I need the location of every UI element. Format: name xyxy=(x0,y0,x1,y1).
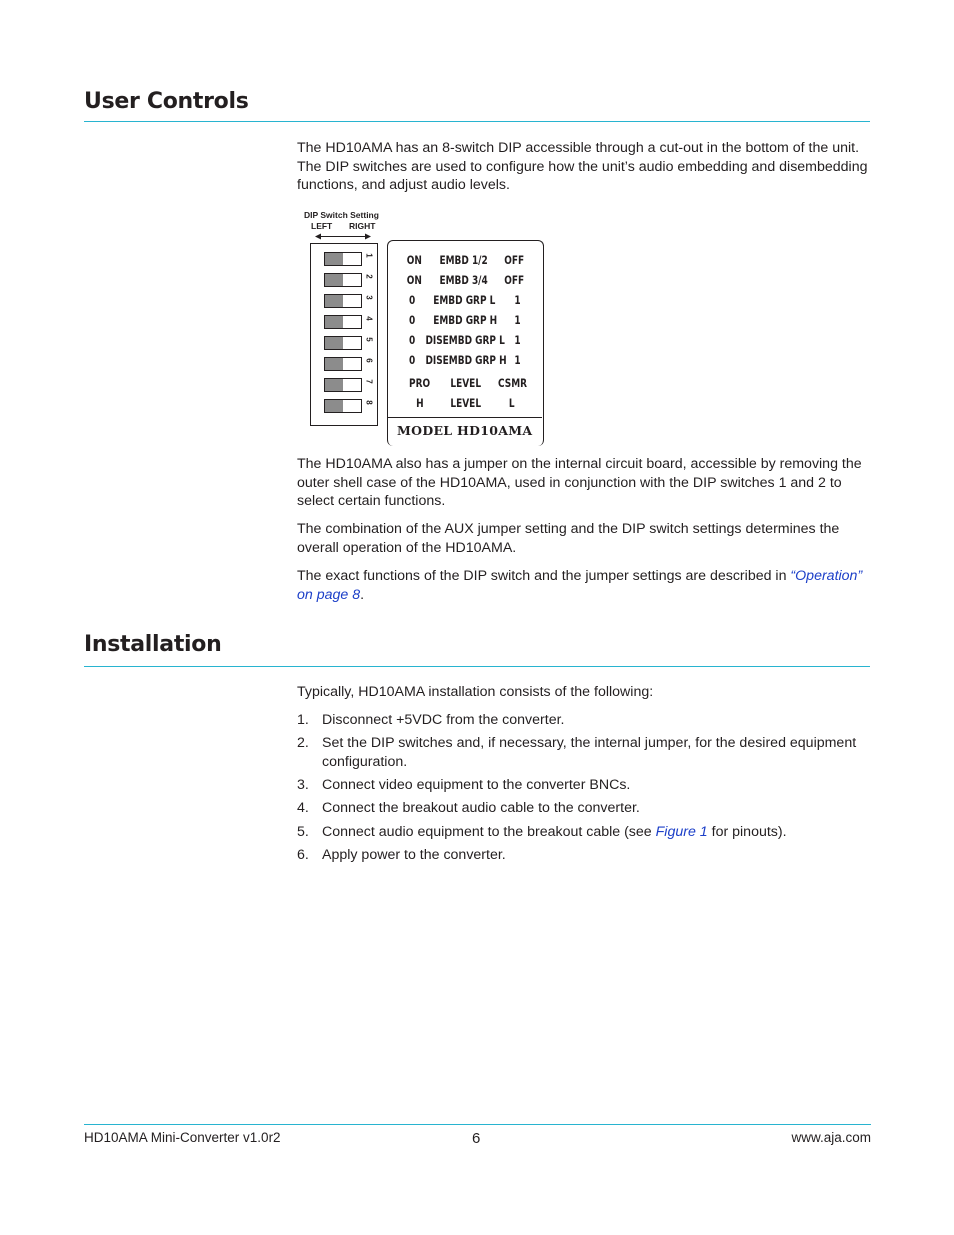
list-item: 4. Connect the breakout audio cable to the converter. xyxy=(297,800,640,817)
switch-number: 6 xyxy=(364,358,374,363)
function-label-panel xyxy=(387,240,544,446)
list-item: 3. Connect video equipment to the converter BNCs. xyxy=(297,777,631,794)
list-item: 1. Disconnect +5VDC from the converter. xyxy=(297,712,565,728)
paragraph-combination: The combination of the AUX jumper setting and the DIP switch settings determines the overall operation of the HD10AMA. xyxy=(297,521,840,556)
right-label: RIGHT xyxy=(349,221,376,231)
setting-row: 0 EMBD GRP H 1 xyxy=(409,313,521,327)
switch-number: 5 xyxy=(364,337,374,342)
panel-divider xyxy=(387,417,542,418)
switch-number: 7 xyxy=(364,379,374,384)
switch-number: 2 xyxy=(364,274,374,279)
dip-switch xyxy=(324,357,362,371)
dip-switch xyxy=(324,378,362,392)
figure-1-link[interactable]: Figure 1 xyxy=(655,823,708,840)
footer-website: www.aja.com xyxy=(791,1130,871,1145)
dip-switch xyxy=(324,252,362,266)
dip-switch-block xyxy=(310,243,378,426)
switch-number: 1 xyxy=(364,253,374,258)
switch-number: 3 xyxy=(364,295,374,300)
dip-switch xyxy=(324,399,362,413)
setting-row: ON EMBD 1/2 OFF xyxy=(406,253,525,267)
paragraph-text: The exact functions of the DIP switch and the jumper settings are described in xyxy=(297,568,787,584)
paragraph-operation-ref xyxy=(297,567,869,604)
list-item: 2. Set the DIP switches and, if necessary, the internal jumper, for the desired equipment configuration. xyxy=(297,735,857,770)
section-title-installation: Installation xyxy=(84,632,222,657)
setting-row: 0 DISEMBD GRP H 1 xyxy=(409,353,521,367)
page-number: 6 xyxy=(472,1130,481,1147)
footer-doc-title: HD10AMA Mini-Converter v1.0r2 xyxy=(84,1130,281,1145)
setting-row: H LEVEL L xyxy=(416,396,515,410)
installation-intro: Typically, HD10AMA installation consists of the following: xyxy=(297,684,654,700)
model-label: MODEL HD10AMA xyxy=(397,423,533,438)
setting-row: PRO LEVEL CSMR xyxy=(409,376,528,390)
figure-caption: DIP Switch Setting xyxy=(304,210,379,220)
section-divider xyxy=(84,121,870,122)
switch-number: 4 xyxy=(364,316,374,321)
dip-switch xyxy=(324,273,362,287)
dip-switch xyxy=(324,315,362,329)
switch-number: 8 xyxy=(364,400,374,405)
section-title-user-controls: User Controls xyxy=(84,89,249,114)
list-item: 5. Connect audio equipment to the breakout cable (see Figure 1 for pinouts). xyxy=(297,823,787,840)
paragraph-suffix: . xyxy=(360,586,365,603)
left-label: LEFT xyxy=(311,221,333,231)
footer-divider xyxy=(84,1124,871,1125)
operation-page-link[interactable]: “Operation” on page 8 xyxy=(297,568,863,603)
setting-row: ON EMBD 3/4 OFF xyxy=(406,273,525,287)
dip-switch xyxy=(324,336,362,350)
setting-row: 0 DISEMBD GRP L 1 xyxy=(409,333,521,347)
dip-switch-figure xyxy=(300,208,550,448)
list-item: 6. Apply power to the converter. xyxy=(297,846,506,863)
installation-steps xyxy=(297,711,869,869)
setting-row: 0 EMBD GRP L 1 xyxy=(409,293,521,307)
dip-switch xyxy=(324,294,362,308)
left-right-arrow-icon xyxy=(315,232,371,241)
paragraph-dip-intro: The HD10AMA has an 8-switch DIP accessible through a cut-out in the bottom of the unit. The DIP switches are used to configure how the unit’s audio embedding and disembedding functions, and adjust audio levels. xyxy=(297,140,868,193)
paragraph-jumper: The HD10AMA also has a jumper on the internal circuit board, accessible by removing the outer shell case of the HD10AMA, used in conjunction with the DIP switches 1 and 2 to select certain functions. xyxy=(297,456,862,509)
section-divider xyxy=(84,666,870,667)
